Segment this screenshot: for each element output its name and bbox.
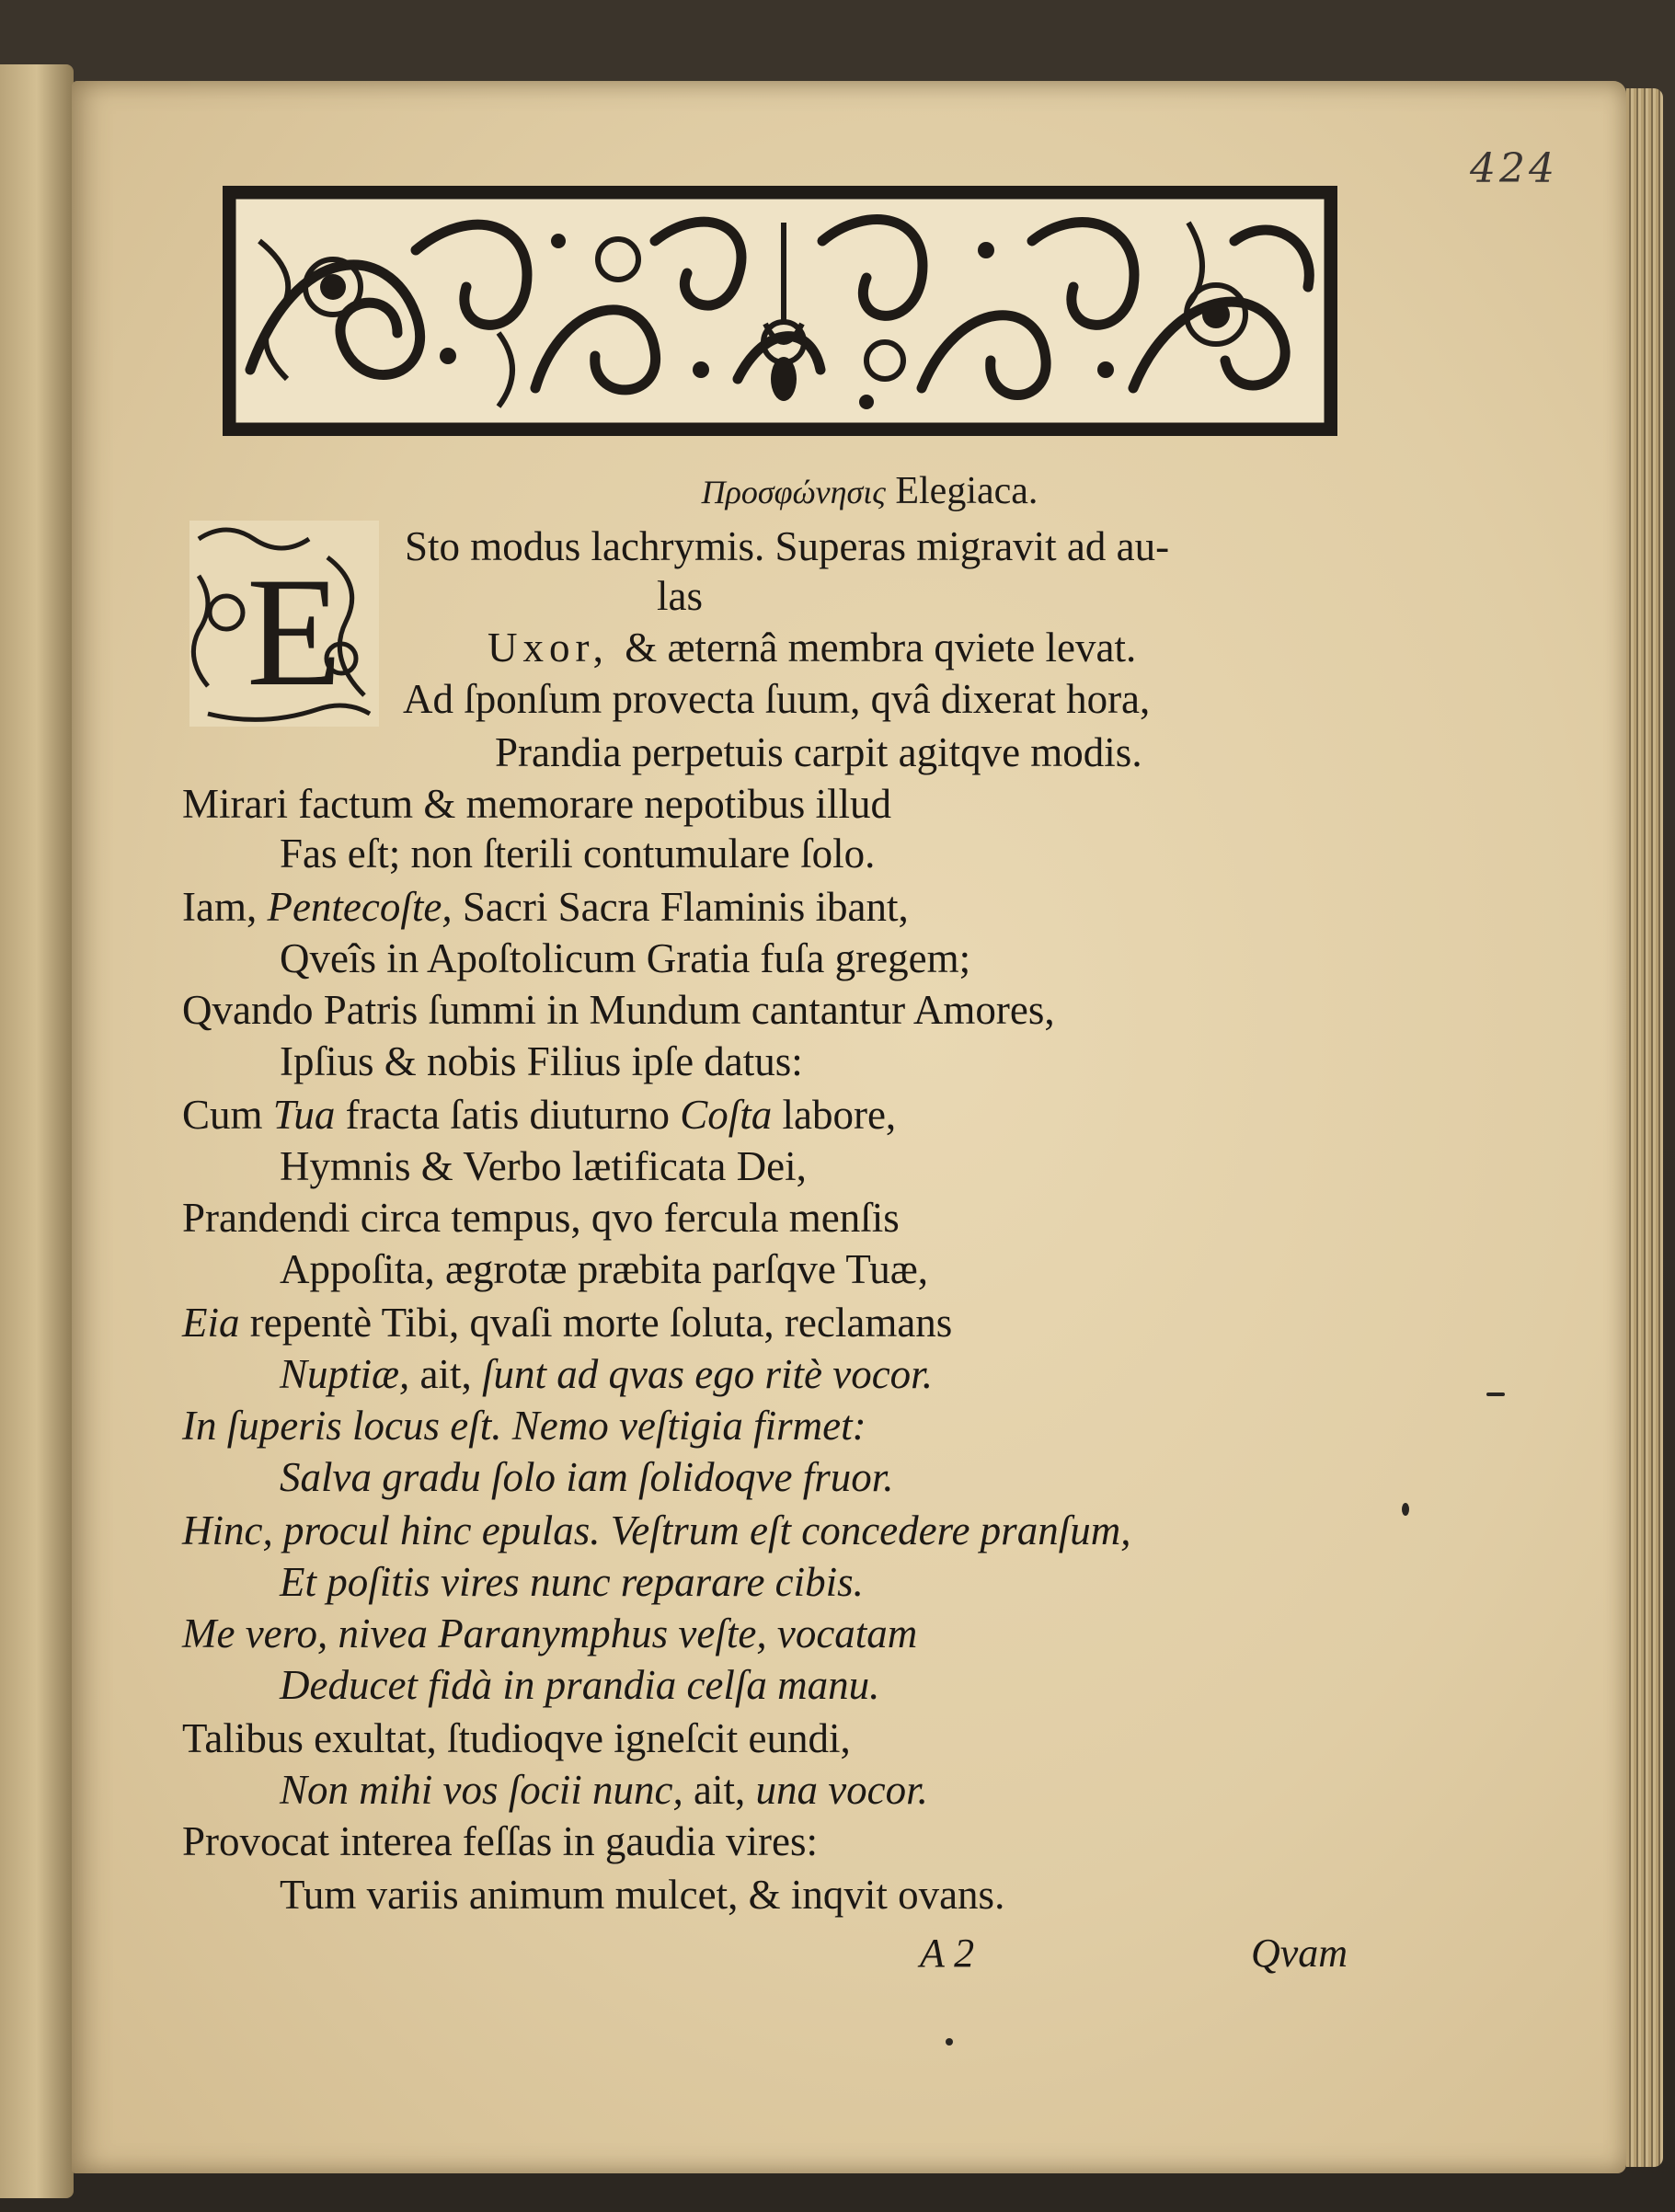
verse-text: Hymnis & Verbo lætificata Dei,	[280, 1143, 807, 1189]
initial-letter: E	[247, 545, 342, 718]
verse-text: Me vero, nivea Paranymphus veſte, vocatam	[182, 1610, 918, 1656]
verse-line	[403, 673, 1150, 725]
verse-line	[280, 1659, 879, 1711]
verse-text: ait,	[683, 1767, 756, 1813]
verse-text: Nuptiæ,	[280, 1351, 410, 1397]
manuscript-folio-number: 424	[1470, 145, 1558, 192]
verse-line	[182, 1816, 818, 1867]
verse-text: Coſta	[680, 1092, 773, 1138]
verse-text: ſunt ad qvas ego ritè vocor.	[482, 1351, 933, 1397]
verse-text: Tum variis animum mulcet, & inqvit ovans.	[280, 1872, 1005, 1918]
ornamental-headpiece	[223, 186, 1337, 436]
verse-text: ait,	[409, 1351, 483, 1397]
verse-line	[488, 622, 1136, 673]
verse-line	[182, 1400, 866, 1451]
verse-line	[182, 1297, 952, 1348]
verse-text: Pentecoſte,	[267, 884, 453, 930]
verse-text: Tua	[272, 1092, 336, 1138]
ink-speck	[1402, 1503, 1409, 1516]
verse-line	[405, 521, 1169, 572]
verse-text: Prandia perpetuis carpit agitqve modis.	[495, 729, 1142, 775]
verse-text: Qvando Patris ſummi in Mundum cantantur Amores,	[182, 987, 1055, 1033]
verse-line	[280, 828, 875, 879]
decorated-initial-e	[189, 521, 379, 727]
verse-text: Fas eſt; non ſterili contumulare ſolo.	[280, 831, 876, 877]
verse-line	[657, 570, 703, 622]
verse-text: Prandendi circa tempus, qvo fercula menſis	[182, 1195, 900, 1241]
verse-line	[182, 1608, 917, 1659]
verse-text: una vocor.	[755, 1767, 928, 1813]
page-stack-edge	[1626, 88, 1663, 2167]
verse-line	[182, 1192, 900, 1244]
verse-text: Iam,	[182, 884, 268, 930]
verse-text: Qveîs in Apoſtolicum Gratia fuſa gregem;	[280, 935, 971, 981]
verse-line	[280, 1244, 928, 1295]
verse-text: Ad ſponſum provecta ſuum, qvâ dixerat hora,	[403, 676, 1151, 722]
verse-line	[280, 1348, 933, 1400]
verse-line	[280, 1764, 928, 1816]
verse-text: Ipſius & nobis Filius ipſe datus:	[280, 1038, 803, 1084]
verse-text: Eia	[182, 1300, 240, 1346]
verse-text: Sto modus lachrymis. Superas migravit ad au-	[405, 523, 1170, 569]
verse-line	[182, 1089, 896, 1140]
facing-page-edge	[0, 64, 74, 2198]
verse-text: las	[657, 573, 703, 619]
verse-line	[280, 933, 970, 984]
verse-line	[280, 1556, 864, 1608]
heading-greek: Προσφώνησις	[701, 474, 886, 510]
verse-text: Uxor,	[488, 625, 625, 670]
verse-text: Non mihi vos ſocii nunc,	[280, 1767, 683, 1813]
verse-line	[182, 778, 891, 830]
verse-text: Deducet fidà in prandia celſa manu.	[280, 1662, 880, 1708]
margin-tick	[1486, 1393, 1505, 1396]
verse-text: Appoſita, ægrotæ præbita parſqve Tuæ,	[280, 1246, 929, 1292]
verse-text: Et poſitis vires nunc reparare cibis.	[280, 1559, 864, 1605]
ink-speck	[946, 2038, 953, 2046]
verse-text: labore,	[772, 1092, 897, 1138]
verse-text: Sacri Sacra Flaminis ibant,	[452, 884, 909, 930]
verse-line	[182, 1505, 1130, 1556]
verse-line	[182, 881, 909, 933]
verse-line	[182, 984, 1055, 1036]
verse-text: Mirari factum & memorare nepotibus illud	[182, 781, 892, 827]
verse-line	[280, 1451, 894, 1503]
heading-latin: Elegiaca.	[895, 470, 1038, 512]
poem-heading	[0, 469, 1675, 513]
verse-text: In ſuperis locus eſt. Nemo veſtigia firmet:	[182, 1403, 866, 1449]
verse-text: Cum	[182, 1092, 273, 1138]
verse-text: fracta ſatis diuturno	[335, 1092, 681, 1138]
verse-line	[280, 1140, 807, 1192]
verse-text: & æternâ membra qviete levat.	[625, 625, 1137, 670]
verse-line	[280, 1869, 1004, 1920]
catchword: Qvam	[1251, 1931, 1348, 1976]
verse-line	[495, 727, 1142, 778]
verse-text: Hinc, procul hinc epulas. Veſtrum eſt concedere pranſum,	[182, 1507, 1131, 1553]
verse-text: repentè Tibi, qvaſi morte ſoluta, reclamans	[239, 1300, 953, 1346]
verse-text: Provocat interea feſſas in gaudia vires:	[182, 1818, 818, 1864]
signature-mark: A 2	[920, 1931, 975, 1976]
verse-line	[280, 1036, 803, 1087]
verse-text: Talibus exultat, ſtudioqve igneſcit eundi,	[182, 1715, 851, 1761]
verse-line	[182, 1713, 851, 1764]
verse-text: Salva gradu ſolo iam ſolidoqve fruor.	[280, 1454, 894, 1500]
